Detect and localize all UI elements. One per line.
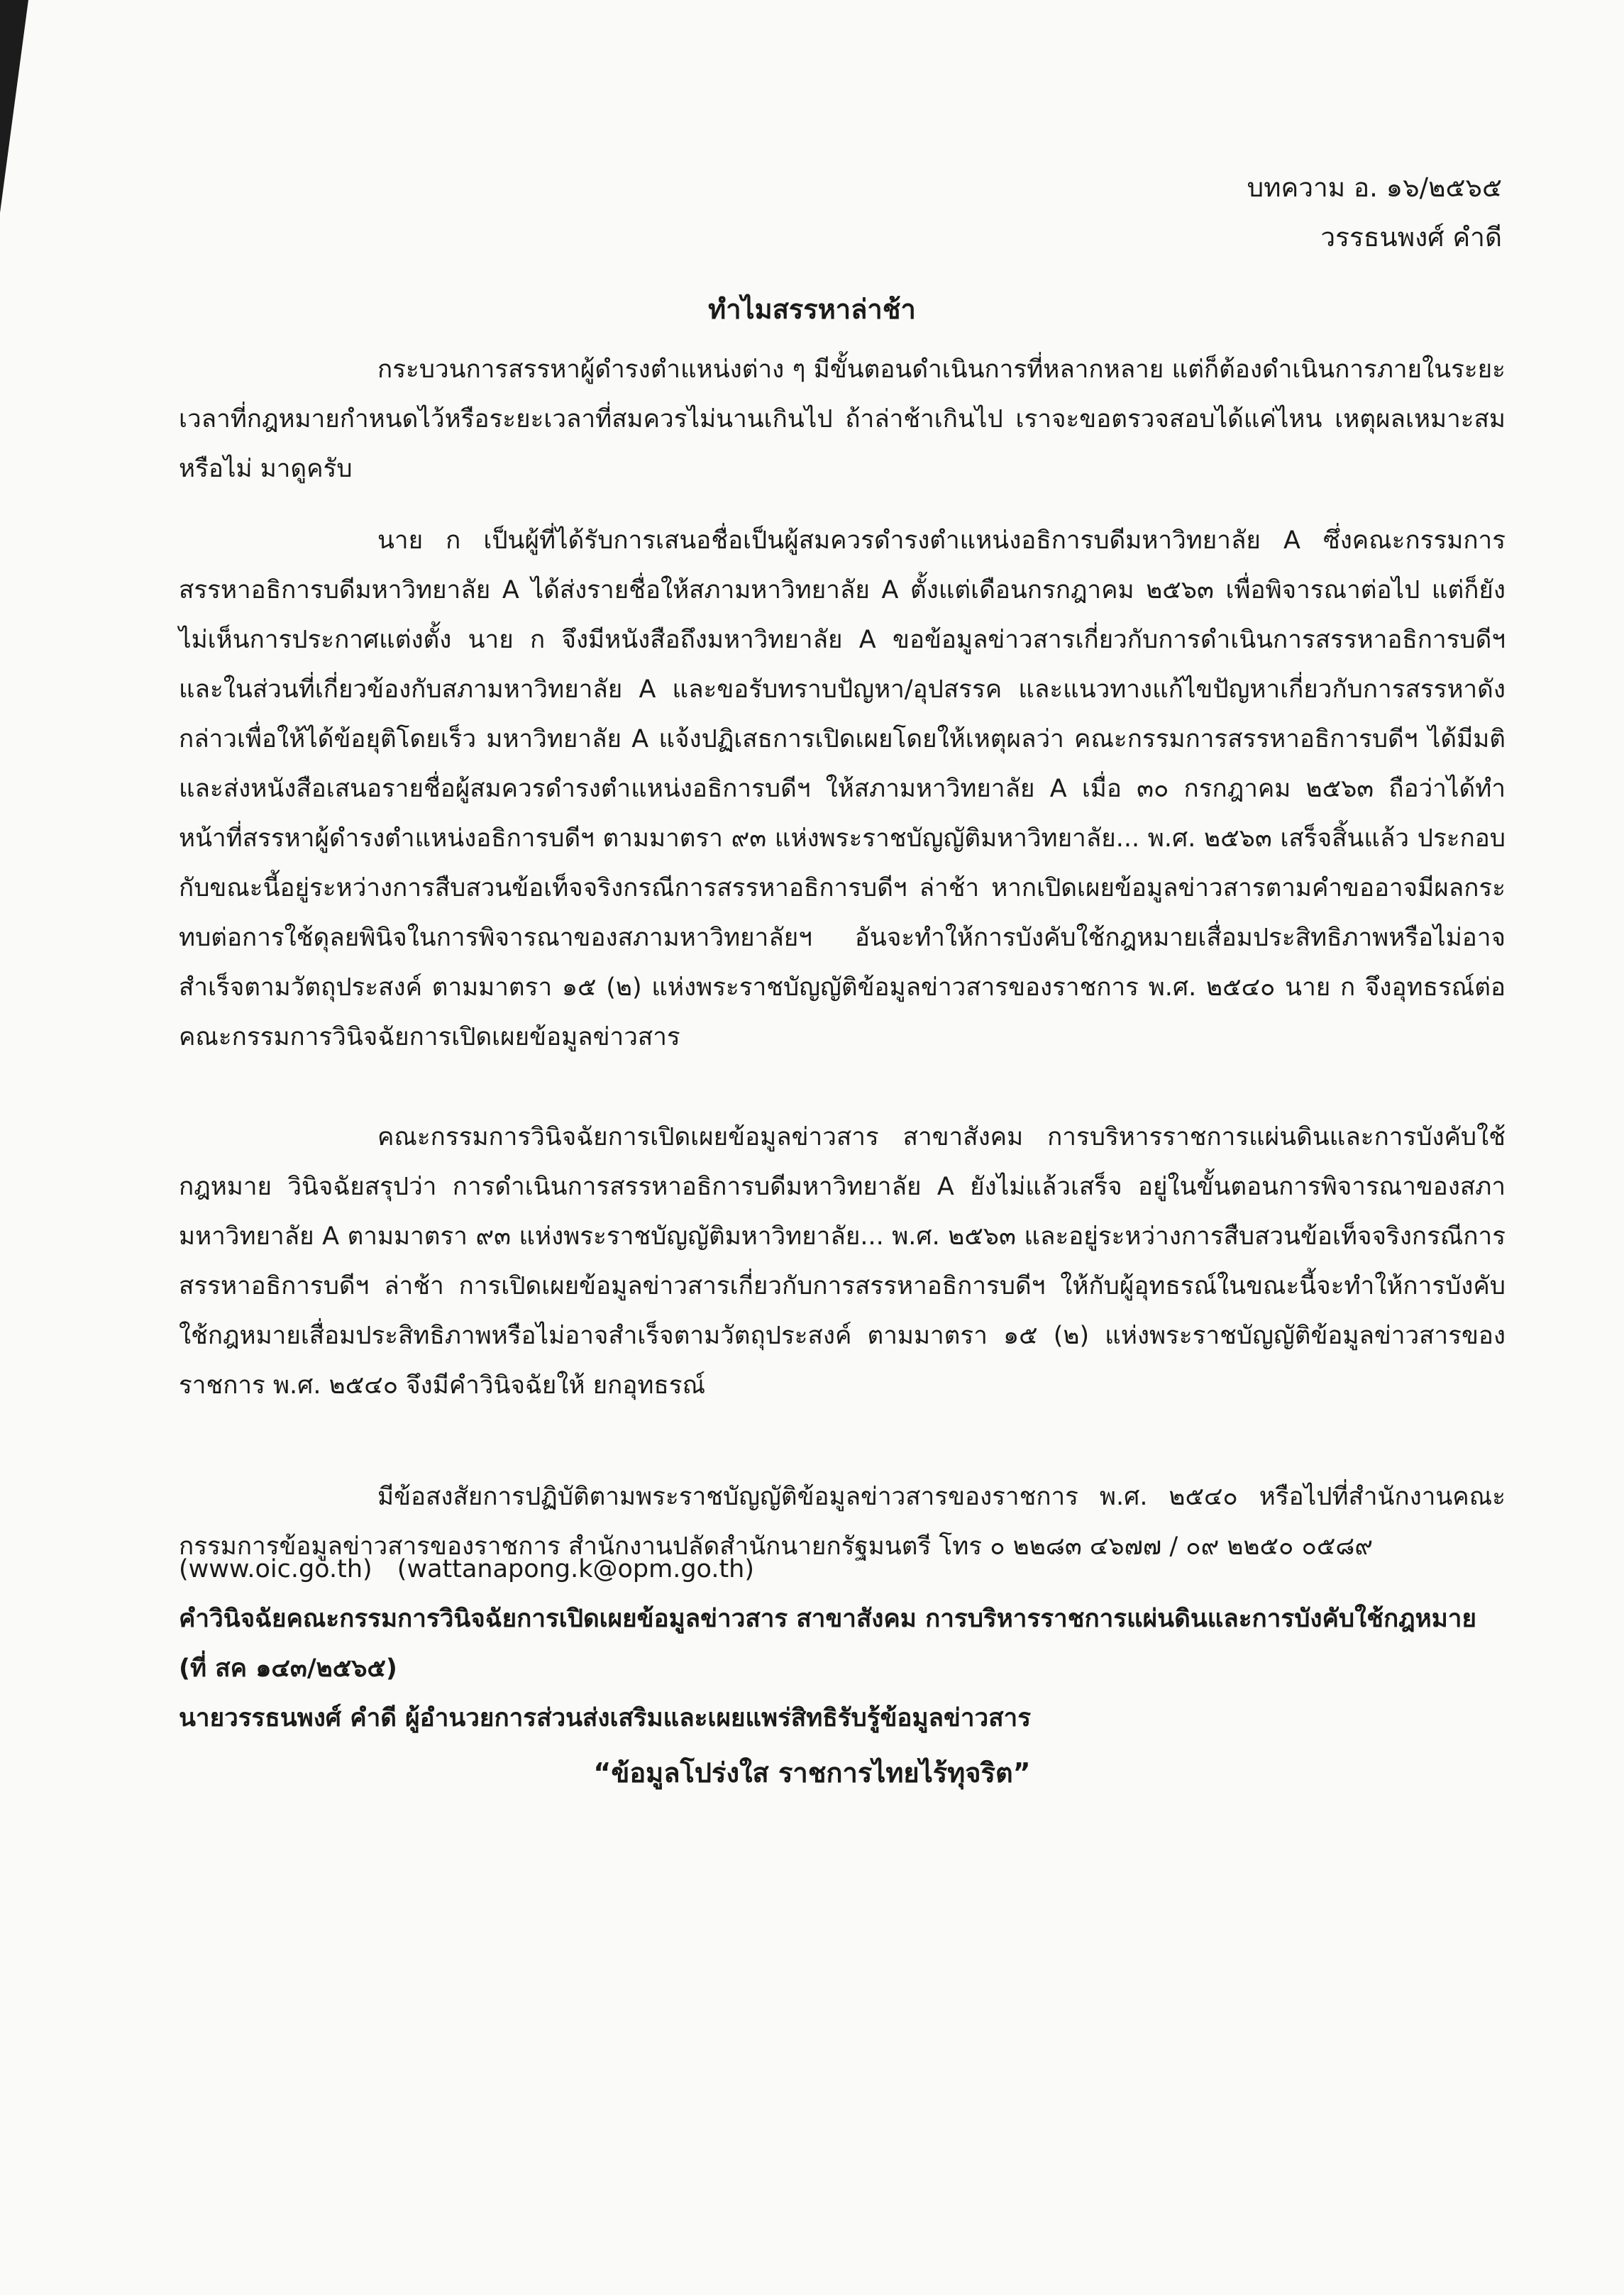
paragraph-case-facts: นาย ก เป็นผู้ที่ได้รับการเสนอชื่อเป็นผู้สมควรดำรงตำแหน่งอธิการบดีมหาวิทยาลัย A ซึ่งคณะกรรมการสรรหาอธิการบดีมหาวิทยาลัย A ได้ส่งรายชื่อให้สภามหาวิทยาลัย A ตั้งแต่เดือนกรกฎาคม ๒๕๖๓ เพื่อพิจารณาต่อไป แต่ก็ยังไม่เห็นการประกาศแต่งตั้ง นาย ก จึงมีหนังสือถึงมหาวิทยาลัย A ขอข้อมูลข่าวสารเกี่ยวกับการดำเนินการสรรหาอธิการบดีฯ และในส่วนที่เกี่ยวข้องกับสภามหาวิทยาลัย A และขอรับทราบปัญหา/อุปสรรค และแนวทางแก้ไขปัญหาเกี่ยวกับการสรรหาดังกล่าวเพื่อให้ได้ข้อยุติโดยเร็ว มหาวิทยาลัย A แจ้งปฏิเสธการเปิดเผยโดยให้เหตุผลว่า คณะกรรมการสรรหาอธิการบดีฯ ได้มีมติและส่งหนังสือเสนอรายชื่อผู้สมควรดำรงตำแหน่งอธิการบดีฯ ให้สภามหาวิทยาลัย A เมื่อ ๓๐ กรกฎาคม ๒๕๖๓ ถือว่าได้ทำหน้าที่สรรหาผู้ดำรงตำแหน่งอธิการบดีฯ ตามมาตรา ๙๓ แห่งพระราชบัญญัติมหาวิทยาลัย... พ.ศ. ๒๕๖๓ เสร็จสิ้นแล้ว ประกอบกับขณะนี้อยู่ระหว่างการสืบสวนข้อเท็จจริงกรณีการสรรหาอธิการบดีฯ ล่าช้า หากเปิดเผยข้อมูลข่าวสารตามคำขออาจมีผลกระทบต่อการใช้ดุลยพินิจในการพิจารณาของสภามหาวิทยาลัยฯ อันจะทำให้การบังคับใช้กฎหมายเสื่อมประสิทธิภาพหรือไม่อาจสำเร็จตามวัตถุประสงค์ ตามมาตรา ๑๕ (๒) แห่งพระราชบัญญัติข้อมูลข่าวสารของราชการ พ.ศ. ๒๕๔๐ นาย ก จึงอุทธรณ์ต่อคณะกรรมการวินิจฉัยการเปิดเผยข้อมูลข่าวสาร	[179, 526, 1506, 1051]
paragraph-contact-info: มีข้อสงสัยการปฏิบัติตามพระราชบัญญัติข้อมูลข่าวสารของราชการ พ.ศ. ๒๕๔๐ หรือไปที่สำนักงานคณะกรรมการข้อมูลข่าวสารของราชการ สำนักงานปลัดสำนักนายกรัฐมนตรี โทร ๐ ๒๒๘๓ ๔๖๗๗ / ๐๙ ๒๒๕๐ ๐๕๘๙	[179, 1483, 1506, 1561]
paragraph-intro: กระบวนการสรรหาผู้ดำรงตำแหน่งต่าง ๆ มีขั้นตอนดำเนินการที่หลากหลาย แต่ก็ต้องดำเนินการภายในระยะเวลาที่กฎหมายกำหนดไว้หรือระยะเวลาที่สมควรไม่นานเกินไป ถ้าล่าช้าเกินไป เราจะขอตรวจสอบได้แค่ไหน เหตุผลเหมาะสมหรือไม่ มาดูครับ	[179, 355, 1506, 483]
article-reference-block	[1247, 163, 1502, 262]
website-link[interactable]: (www.oic.go.th)	[179, 1555, 372, 1583]
scan-shadow-corner	[0, 0, 28, 213]
ruling-reference: คำวินิจฉัยคณะกรรมการวินิจฉัยการเปิดเผยข้อมูลข่าวสาร สาขาสังคม การบริหารราชการแผ่นดินและการบังคับใช้กฎหมาย (ที่ สค ๑๔๓/๒๕๖๕)	[179, 1605, 1476, 1683]
email-link[interactable]: (wattanapong.k@opm.go.th)	[397, 1555, 755, 1583]
article-author: วรรธนพงศ์ คำดี	[1320, 222, 1502, 253]
slogan: “ข้อมูลโปร่งใส ราชการไทยไร้ทุจริต”	[593, 1757, 1031, 1788]
article-number: บทความ อ. ๑๖/๒๕๖๕	[1247, 172, 1502, 203]
article-title: ทำไมสรรหาล่าช้า	[708, 294, 916, 325]
paragraph-committee-decision: คณะกรรมการวินิจฉัยการเปิดเผยข้อมูลข่าวสาร สาขาสังคม การบริหารราชการแผ่นดินและการบังคับใช้กฎหมาย วินิจฉัยสรุปว่า การดำเนินการสรรหาอธิการบดีมหาวิทยาลัย A ยังไม่แล้วเสร็จ อยู่ในขั้นตอนการพิจารณาของสภามหาวิทยาลัย A ตามมาตรา ๙๓ แห่งพระราชบัญญัติมหาวิทยาลัย... พ.ศ. ๒๕๖๓ และอยู่ระหว่างการสืบสวนข้อเท็จจริงกรณีการสรรหาอธิการบดีฯ ล่าช้า การเปิดเผยข้อมูลข่าวสารเกี่ยวกับการสรรหาอธิการบดีฯ ให้กับผู้อุทธรณ์ในขณะนี้จะทำให้การบังคับใช้กฎหมายเสื่อมประสิทธิภาพหรือไม่อาจสำเร็จตามวัตถุประสงค์ ตามมาตรา ๑๕ (๒) แห่งพระราชบัญญัติข้อมูลข่าวสารของราชการ พ.ศ. ๒๕๔๐ จึงมีคำวินิจฉัยให้ ยกอุทธรณ์	[179, 1123, 1506, 1400]
signer-line: นายวรรธนพงศ์ คำดี ผู้อำนวยการส่วนส่งเสริมและเผยแพร่สิทธิรับรู้ข้อมูลข่าวสาร	[179, 1704, 1032, 1732]
contact-links	[179, 1544, 754, 1594]
